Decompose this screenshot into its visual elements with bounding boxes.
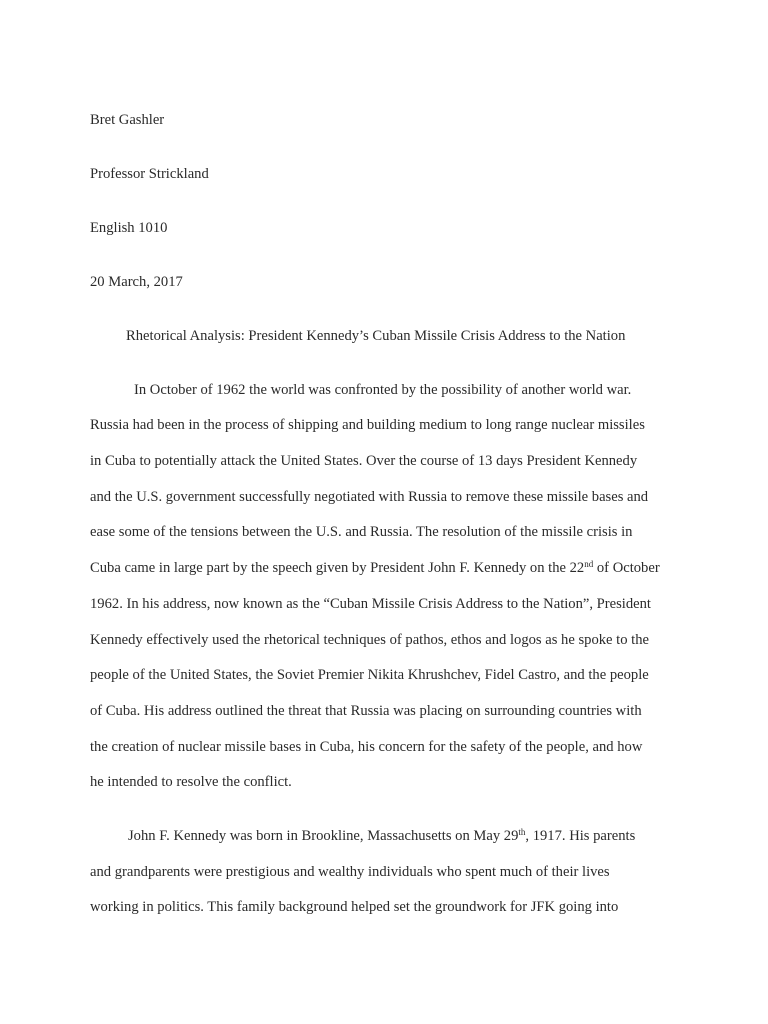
paragraph-line: and the U.S. government successfully negotiated with Russia to remove these missile bases and: [90, 489, 649, 505]
paragraph-line: and grandparents were prestigious and wealthy individuals who spent much of their lives: [90, 864, 610, 880]
line-text: Cuba came in large part by the speech given by President John F. Kennedy on the 22: [90, 560, 585, 576]
course-name: English 1010: [90, 220, 168, 236]
paragraph-line: In October of 1962 the world was confronted by the possibility of another world war.: [134, 382, 632, 398]
paragraph-line: [128, 827, 635, 845]
paragraph-line: [90, 559, 660, 577]
ordinal-suffix: nd: [584, 559, 594, 569]
author-name: Bret Gashler: [90, 112, 165, 128]
paragraph-line: ease some of the tensions between the U.S. and Russia. The resolution of the missile crisis in: [90, 524, 633, 540]
line-text: , 1917. His parents: [525, 828, 636, 844]
paragraph-line: working in politics. This family background helped set the groundwork for JFK going into: [90, 899, 619, 915]
line-text: John F. Kennedy was born in Brookline, Massachusetts on May 29: [128, 828, 519, 844]
paragraph-line: Russia had been in the process of shipping and building medium to long range nuclear missiles: [90, 417, 645, 433]
paragraph-line: people of the United States, the Soviet Premier Nikita Khrushchev, Fidel Castro, and the people: [90, 667, 649, 683]
paragraph-line: of Cuba. His address outlined the threat that Russia was placing on surrounding countries with: [90, 703, 642, 719]
paragraph-line: 1962. In his address, now known as the “Cuban Missile Crisis Address to the Nation”, President: [90, 596, 651, 612]
line-text: of October: [593, 560, 660, 576]
paragraph-line: the creation of nuclear missile bases in Cuba, his concern for the safety of the people, and how: [90, 739, 643, 755]
essay-title: Rhetorical Analysis: President Kennedy’s Cuban Missile Crisis Address to the Nation: [126, 328, 626, 344]
paragraph-line: in Cuba to potentially attack the United States. Over the course of 13 days President Kennedy: [90, 453, 638, 469]
paragraph-line: he intended to resolve the conflict.: [90, 774, 292, 790]
ordinal-suffix: th: [518, 827, 526, 837]
paragraph-line: Kennedy effectively used the rhetorical techniques of pathos, ethos and logos as he spoke to the: [90, 632, 649, 648]
professor-name: Professor Strickland: [90, 166, 209, 182]
date: 20 March, 2017: [90, 274, 183, 290]
